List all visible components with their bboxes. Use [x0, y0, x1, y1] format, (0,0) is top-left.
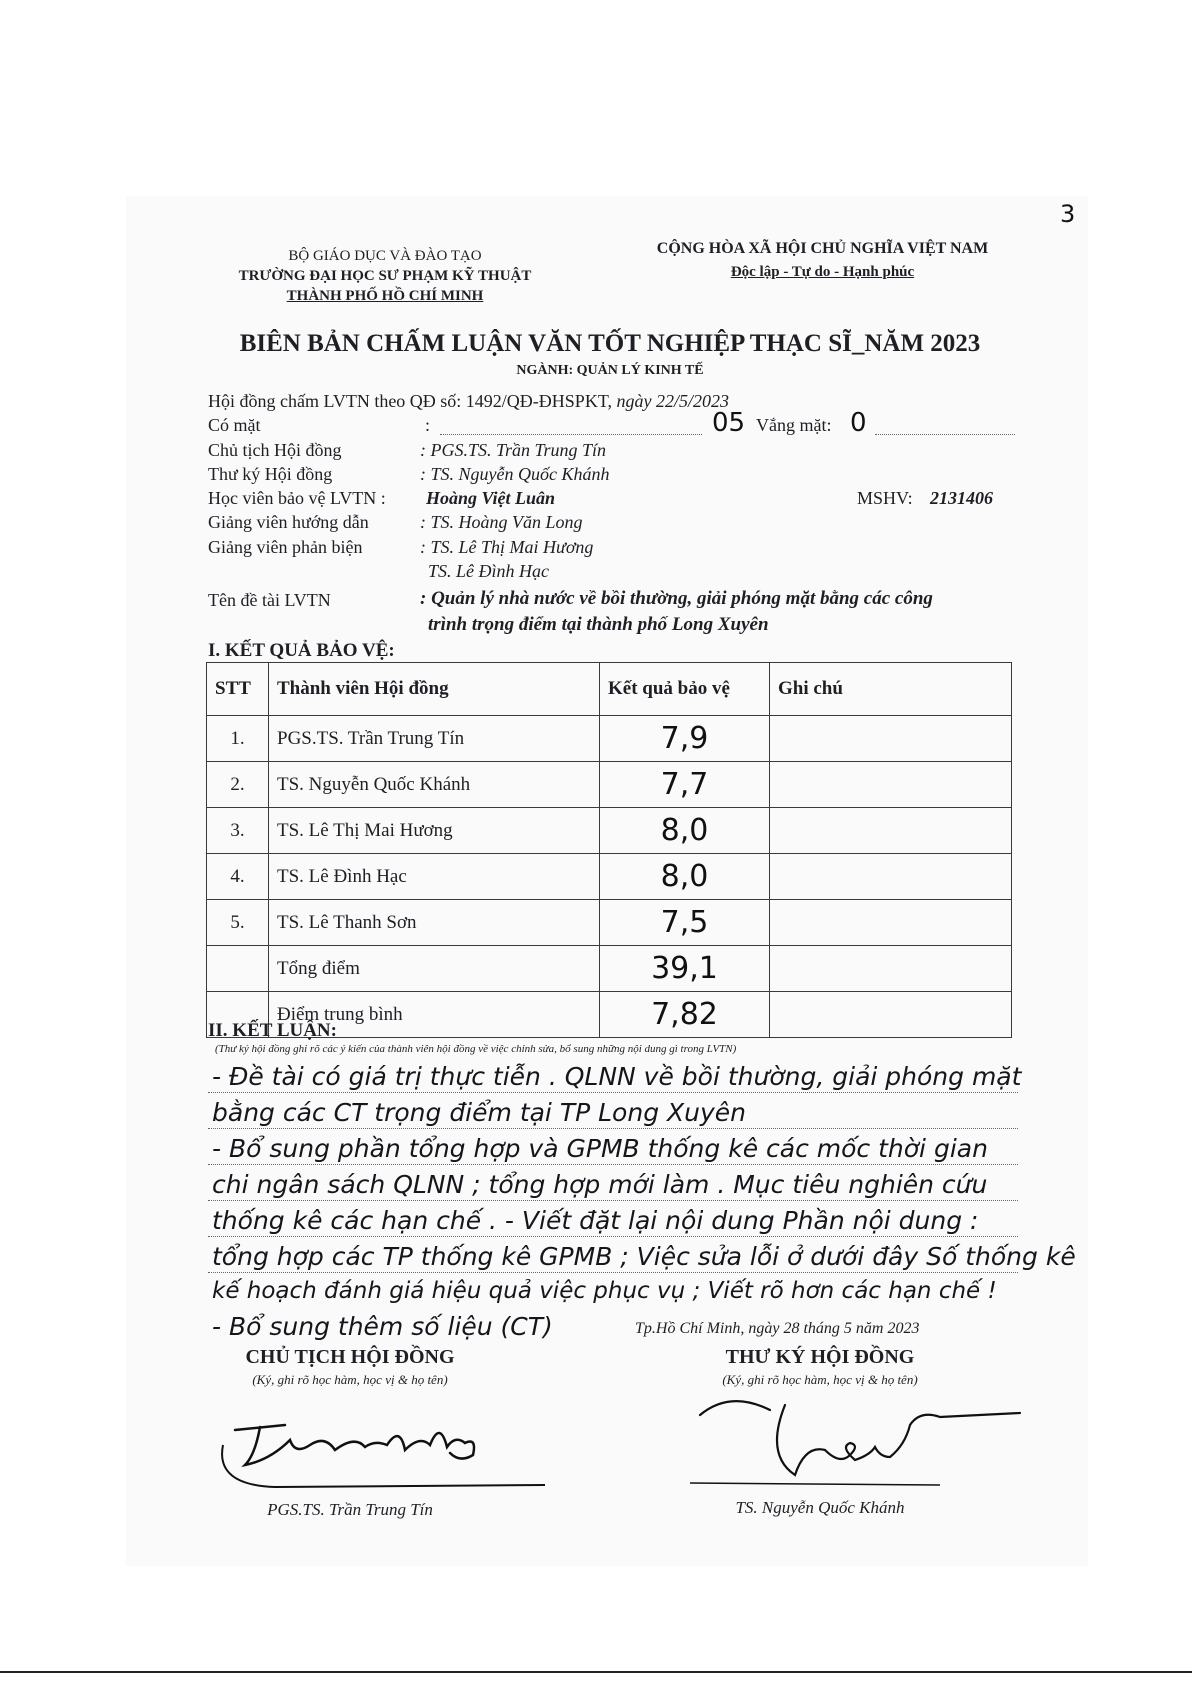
secretary-signature-image: [690, 1385, 1030, 1490]
conclusion-line: thống kê các hạn chế . - Viết đặt lại nội dung Phần nội dung :: [212, 1206, 979, 1235]
table-row: [207, 716, 1012, 762]
conclusion-note: (Thư ký hội đồng ghi rõ các ý kiến của thành viên hội đồng về việc chỉnh sửa, bổ sung những nội dung gì trong LVTN): [215, 1043, 737, 1055]
university-name: TRƯỜNG ĐẠI HỌC SƯ PHẠM KỸ THUẬT: [238, 268, 532, 284]
secretary-signature-hint: (Ký, ghi rõ học hàm, học vị & họ tên): [722, 1372, 918, 1387]
topic-value-2: trình trọng điểm tại thành phố Long Xuyên: [428, 614, 769, 635]
row-score: 8,0: [600, 854, 770, 900]
chair-signature-title: CHỦ TỊCH HỘI ĐỒNG: [245, 1346, 455, 1368]
page-number: 3: [1060, 200, 1076, 228]
row-member-name: TS. Lê Thanh Sơn: [269, 900, 600, 946]
advisor-value: : TS. Hoàng Văn Long: [420, 512, 583, 532]
secretary-name: TS. Nguyễn Quốc Khánh: [735, 1498, 905, 1517]
document-title: BIÊN BẢN CHẤM LUẬN VĂN TỐT NGHIỆP THẠC SĨ_NĂM 2023: [239, 330, 981, 357]
row-note: [770, 854, 1012, 900]
national-motto: Độc lập - Tự do - Hạnh phúc: [730, 264, 915, 280]
row-stt: 1.: [207, 716, 269, 762]
row-note: [770, 716, 1012, 762]
conclusion-line: - Đề tài có giá trị thực tiễn . QLNN về bồi thường, giải phóng mặt: [212, 1062, 1022, 1091]
row-stt: 4.: [207, 854, 269, 900]
secretary-value: : TS. Nguyễn Quốc Khánh: [420, 464, 610, 484]
row-member-name: PGS.TS. Trần Trung Tín: [269, 716, 600, 762]
conclusion-line: tổng hợp các TP thống kê GPMB ; Việc sửa lỗi ở dưới đây Số thống kê: [212, 1242, 1076, 1271]
row-note: [770, 992, 1012, 1038]
present-label: Có mặt: [208, 415, 261, 435]
republic-name: CỘNG HÒA XÃ HỘI CHỦ NGHĨA VIỆT NAM: [656, 240, 989, 257]
page-bottom-edge: [0, 1671, 1192, 1673]
absent-count: 0: [850, 408, 867, 438]
conclusion-line: - Bổ sung thêm số liệu (CT): [212, 1312, 553, 1341]
row-stt: 2.: [207, 762, 269, 808]
ministry-name: BỘ GIÁO DỤC VÀ ĐÀO TẠO: [288, 248, 482, 264]
dotted-line: [208, 1272, 1018, 1273]
row-member-name: TS. Lê Đình Hạc: [269, 854, 600, 900]
row-member-name: Tổng điểm: [269, 946, 600, 992]
dotted-line: [208, 1164, 1018, 1165]
absent-label: Vắng mặt:: [756, 415, 832, 435]
dotted-line: [208, 1236, 1018, 1237]
university-city: THÀNH PHỐ HỒ CHÍ MINH: [286, 288, 484, 304]
row-score: 8,0: [600, 808, 770, 854]
present-dotted-line: [440, 434, 702, 435]
student-id: 2131406: [930, 488, 993, 508]
row-member-name: TS. Nguyễn Quốc Khánh: [269, 762, 600, 808]
dotted-line: [208, 1128, 1018, 1129]
row-note: [770, 808, 1012, 854]
chair-signature-hint: (Ký, ghi rõ học hàm, học vị & họ tên): [252, 1372, 448, 1387]
section-conclusion-title: II. KẾT LUẬN:: [208, 1020, 337, 1041]
conclusion-line: kế hoạch đánh giá hiệu quả việc phục vụ ; Viết rõ hơn các hạn chế !: [212, 1278, 997, 1304]
row-score: 7,5: [600, 900, 770, 946]
absent-dotted-line: [875, 434, 1015, 435]
decision-date: ngày 22/5/2023: [616, 391, 729, 411]
present-count: 05: [712, 408, 746, 438]
table-row: [207, 900, 1012, 946]
chair-signature-image: [215, 1395, 565, 1495]
row-score: 7,7: [600, 762, 770, 808]
header-member: Thành viên Hội đồng: [269, 663, 600, 716]
present-colon: :: [425, 415, 431, 435]
conclusion-line: chi ngân sách QLNN ; tổng hợp mới làm . Mục tiêu nghiên cứu: [212, 1170, 988, 1199]
reviewer-value-2: TS. Lê Đình Hạc: [428, 561, 549, 581]
row-score: 7,82: [600, 992, 770, 1038]
student-id-label: MSHV:: [857, 488, 913, 508]
results-table: [206, 662, 1012, 1038]
dotted-line: [208, 1092, 1018, 1093]
chair-label: Chủ tịch Hội đồng: [208, 440, 342, 460]
row-note: [770, 900, 1012, 946]
header-stt: STT: [207, 663, 269, 716]
section-results-title: I. KẾT QUẢ BẢO VỆ:: [208, 640, 395, 661]
council-decision-text: Hội đồng chấm LVTN theo QĐ số: 1492/QĐ-ĐHSPKT,: [208, 391, 612, 411]
table-header-row: [207, 663, 1012, 716]
row-note: [770, 946, 1012, 992]
row-member-name: Điểm trung bình: [269, 992, 600, 1038]
table-row: [207, 762, 1012, 808]
header-note: Ghi chú: [770, 663, 1012, 716]
table-row-total: [207, 946, 1012, 992]
topic-value-1: : Quản lý nhà nước về bồi thường, giải phóng mặt bằng các công: [420, 588, 933, 609]
reviewer-value-1: : TS. Lê Thị Mai Hương: [420, 537, 594, 557]
council-decision: [208, 391, 729, 412]
row-stt: [207, 946, 269, 992]
conclusion-line: - Bổ sung phần tổng hợp và GPMB thống kê các mốc thời gian: [212, 1134, 988, 1163]
major-name: NGÀNH: QUẢN LÝ KINH TẾ: [516, 363, 704, 378]
conclusion-line: bằng các CT trọng điểm tại TP Long Xuyên: [212, 1098, 746, 1127]
row-note: [770, 762, 1012, 808]
row-stt: 5.: [207, 900, 269, 946]
reviewer-label: Giảng viên phản biện: [208, 537, 363, 557]
chair-name: PGS.TS. Trần Trung Tín: [267, 1500, 433, 1519]
row-score: 7,9: [600, 716, 770, 762]
row-stt: 3.: [207, 808, 269, 854]
row-member-name: TS. Lê Thị Mai Hương: [269, 808, 600, 854]
header-result: Kết quả bảo vệ: [600, 663, 770, 716]
secretary-label: Thư ký Hội đồng: [208, 464, 333, 484]
dotted-line: [208, 1200, 1018, 1201]
secretary-signature-title: THƯ KÝ HỘI ĐỒNG: [725, 1346, 915, 1368]
table-row: [207, 808, 1012, 854]
chair-value: : PGS.TS. Trần Trung Tín: [420, 440, 607, 460]
row-score: 39,1: [600, 946, 770, 992]
student-name: Hoàng Việt Luân: [426, 488, 556, 508]
topic-label: Tên đề tài LVTN: [208, 590, 331, 610]
advisor-label: Giảng viên hướng dẫn: [208, 512, 369, 532]
table-row: [207, 854, 1012, 900]
signing-date: Tp.Hồ Chí Minh, ngày 28 tháng 5 năm 2023: [635, 1320, 920, 1337]
student-label: Học viên bảo vệ LVTN :: [208, 488, 386, 508]
